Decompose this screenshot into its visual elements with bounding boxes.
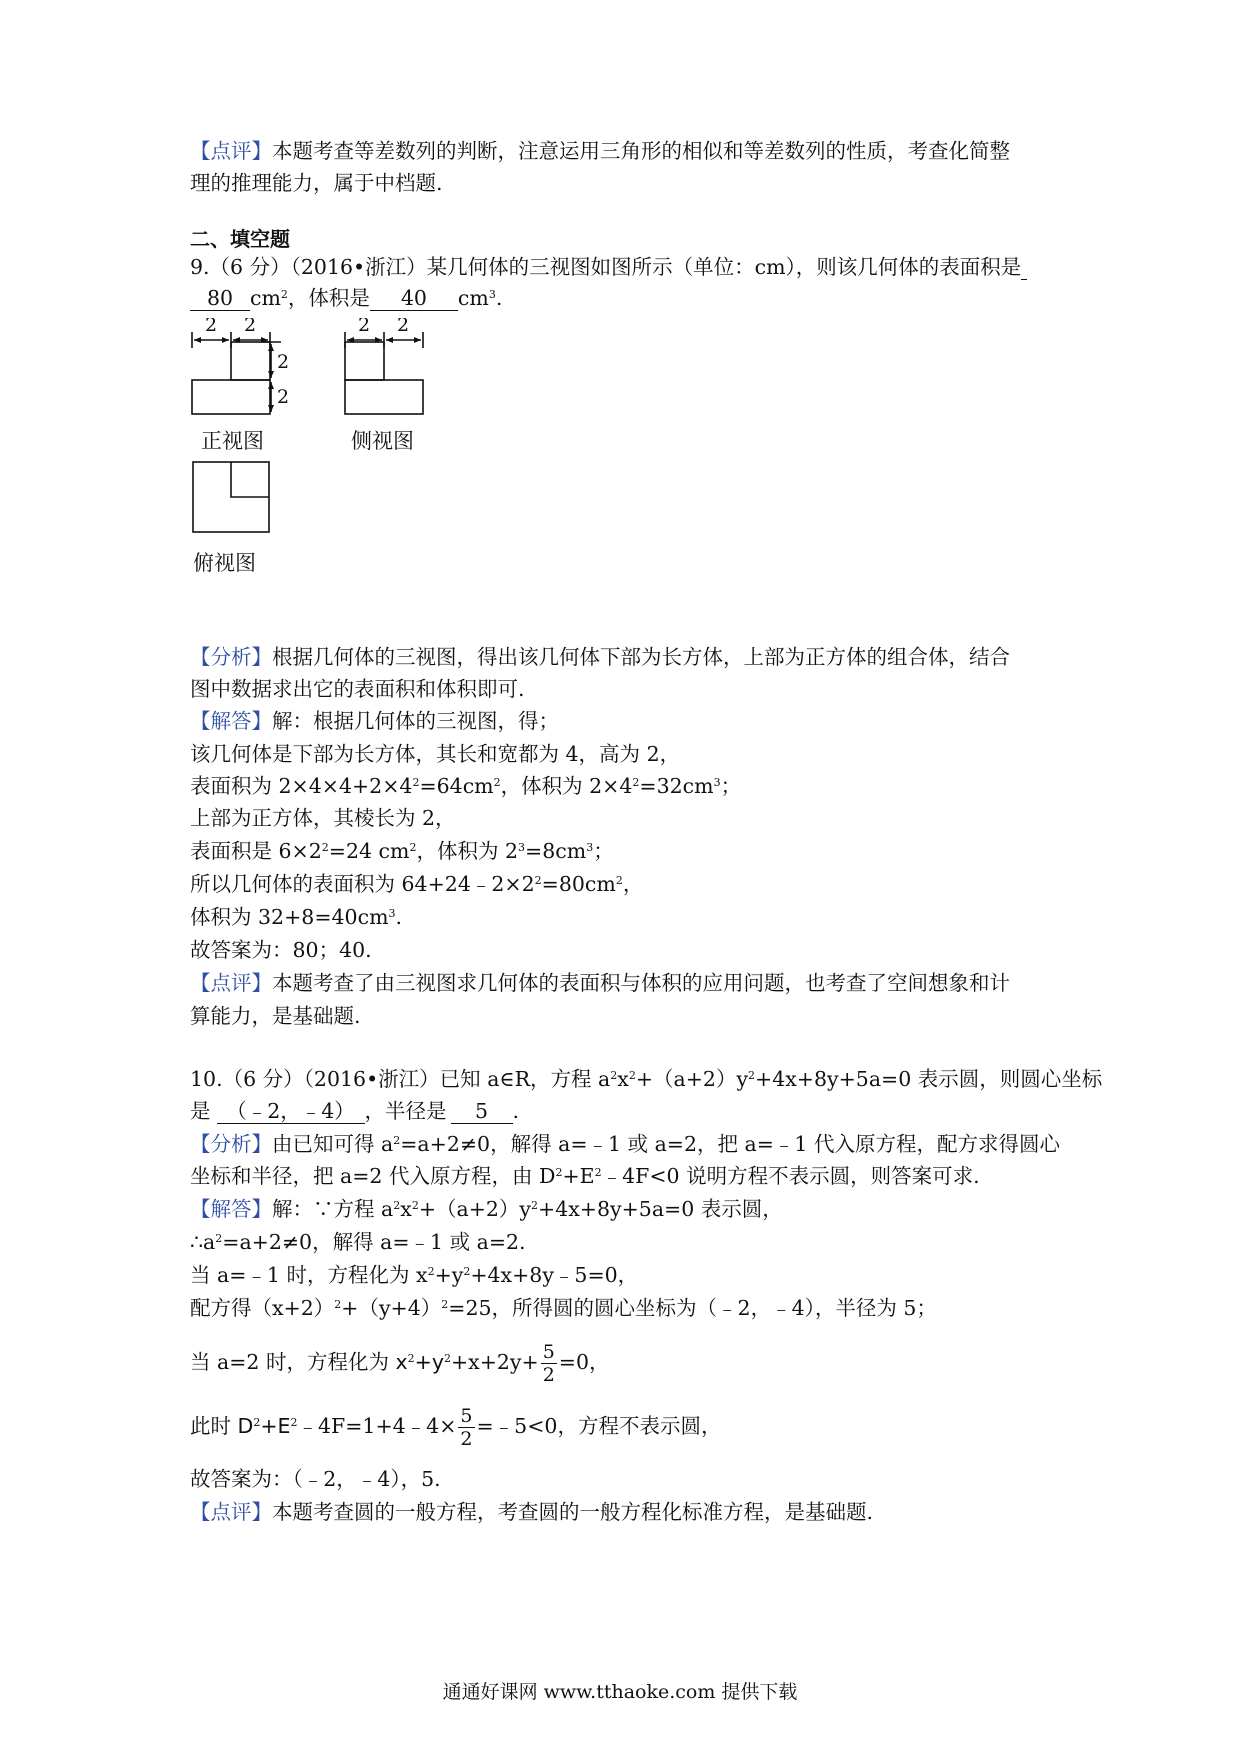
fraction-5-2: $\frac{5}{2}$ [460, 1405, 473, 1450]
dim-label: 2 [277, 386, 290, 408]
q10-review-line1: 【点评】本题考查圆的一般方程，考查圆的一般方程化标准方程，是基础题. [190, 1500, 874, 1524]
review-tag: 【点评】 [190, 1500, 272, 1524]
review-tag: 【点评】 [190, 971, 272, 995]
q9-answer-line5: 表面积是 $6\times 2^2=24$ $cm^2$，体积为 $2^3=8cm^3$； [190, 839, 614, 863]
q10-answer-line1: 【解答】解：∵方程 $a^2x^2+(a+2)y^2+4x+8y+5a=0$ 表示圆， [190, 1197, 783, 1221]
q10-answer-blank-1: （﹣2，﹣4） [217, 1099, 365, 1124]
q10-answer-line4: 配方得$(x+2)^2+(y+4)^2=25$，所得圆的圆心坐标为（﹣2，﹣4），半径为 5； [190, 1296, 937, 1320]
front-view-label: 正视图 [201, 429, 264, 453]
q10-analysis-line1: 【分析】由已知可得 $a^2=a+2\ne 0$，解得 a=﹣1 或 a=2，把 a=﹣1 代入原方程，配方求得圆心 [190, 1132, 1060, 1156]
q9-answer-line1: 【解答】解：根据几何体的三视图，得； [190, 709, 559, 733]
section-title: 二、填空题 [190, 227, 290, 251]
dim-label: 2 [205, 318, 218, 336]
review-8-line2: 理的推理能力，属于中档题. [190, 171, 443, 195]
q9-answer-blank-2: 40 [370, 286, 458, 311]
dim-label: 2 [397, 318, 410, 336]
side-view-label: 侧视图 [351, 429, 414, 453]
review-8-line1: 【点评】本题考查等差数列的判断，注意运用三角形的相似和等差数列的性质，考查化简整 [190, 139, 1010, 163]
side-view-base [345, 380, 423, 414]
dim-label: 2 [277, 351, 290, 373]
review-tag: 【点评】 [190, 139, 272, 163]
q9-answer-line8: 故答案为：80；40. [190, 938, 372, 962]
q9-stem-line1: 9.（6 分）（2016•浙江）某几何体的三视图如图所示（单位：cm），则该几何体的表面积是 [190, 255, 1027, 280]
q10-answer-line2: $\therefore a^2=a+2\ne 0$，解得 a=﹣1 或 a=2. [190, 1230, 526, 1254]
q9-analysis-line2: 图中数据求出它的表面积和体积即可. [190, 677, 525, 701]
q9-answer-blank-1: 80 [190, 286, 250, 311]
q9-answer-line3: 表面积为 $2\times 4\times 4+2\times 4^2=64cm^2$，体积为 $2\times 4^2=32cm^3$； [190, 774, 742, 798]
q9-stem-line2: 80 $cm^2$，体积是 40 $cm^3$. [190, 286, 502, 311]
answer-tag: 【解答】 [190, 1197, 272, 1221]
q10-stem-line2: 是 （﹣2，﹣4） ，半径是 5 . [190, 1099, 520, 1123]
answer-tag: 【解答】 [190, 709, 272, 733]
front-view-base [192, 380, 270, 414]
q9-review-line2: 算能力，是基础题. [190, 1004, 361, 1028]
q10-answer-blank-2: 5 [451, 1099, 513, 1124]
q10-answer-line5: 当 a=2 时，方程化为 $x^2+y^2+x+2y+$ $\frac{5}{2}$ =0， [190, 1341, 610, 1386]
page-footer: 通通好课网 www.tthaoke.com 提供下载 [442, 1681, 798, 1703]
front-view-top [231, 342, 270, 380]
side-view-top [345, 342, 384, 380]
top-view-label: 俯视图 [193, 551, 256, 575]
q9-answer-line7: 体积为 $32+8=40cm^3$. [190, 905, 403, 929]
fraction-5-2: $\frac{5}{2}$ [542, 1341, 555, 1386]
dim-label: 2 [358, 318, 371, 336]
analysis-tag: 【分析】 [190, 645, 272, 669]
q10-answer-line3: 当 a=﹣1 时，方程化为 $x^2+y^2+4x+8y﹣5=0$， [190, 1263, 639, 1287]
three-view-figure [185, 318, 445, 618]
q9-answer-line4: 上部为正方体，其棱长为 2， [190, 806, 456, 830]
dim-label: 2 [244, 318, 257, 336]
q9-review-line1: 【点评】本题考查了由三视图求几何体的表面积与体积的应用问题，也考查了空间想象和计 [190, 971, 1010, 995]
q10-answer-line6: 此时 $D^2+E^2﹣4F=1+4﹣4\times$ $\frac{5}{2}$ =﹣5<0，方程不表示圆， [190, 1405, 722, 1450]
q9-answer-line6: 所以几何体的表面积为 $64+24﹣2\times 2^2=80cm^2$， [190, 872, 644, 896]
analysis-tag: 【分析】 [190, 1132, 272, 1156]
q10-stem-line1: 10.（6 分）（2016•浙江）已知 a∈R，方程 $a^2x^2+(a+2)y^2+4x+8y+5a=0$ 表示圆，则圆心坐标 [190, 1067, 1103, 1091]
q9-answer-line2: 该几何体是下部为长方体，其长和宽都为 4，高为 2， [190, 742, 681, 766]
q10-analysis-line2: 坐标和半径，把 a=2 代入原方程，由 $D^2+E^2﹣4F<0$ 说明方程不表示圆，则答案可求. [190, 1164, 980, 1188]
top-view-inner [231, 462, 269, 497]
q9-analysis-line1: 【分析】根据几何体的三视图，得出该几何体下部为长方体，上部为正方体的组合体，结合 [190, 645, 1010, 669]
q10-answer-line7: 故答案为：（﹣2，﹣4），5. [190, 1467, 441, 1491]
